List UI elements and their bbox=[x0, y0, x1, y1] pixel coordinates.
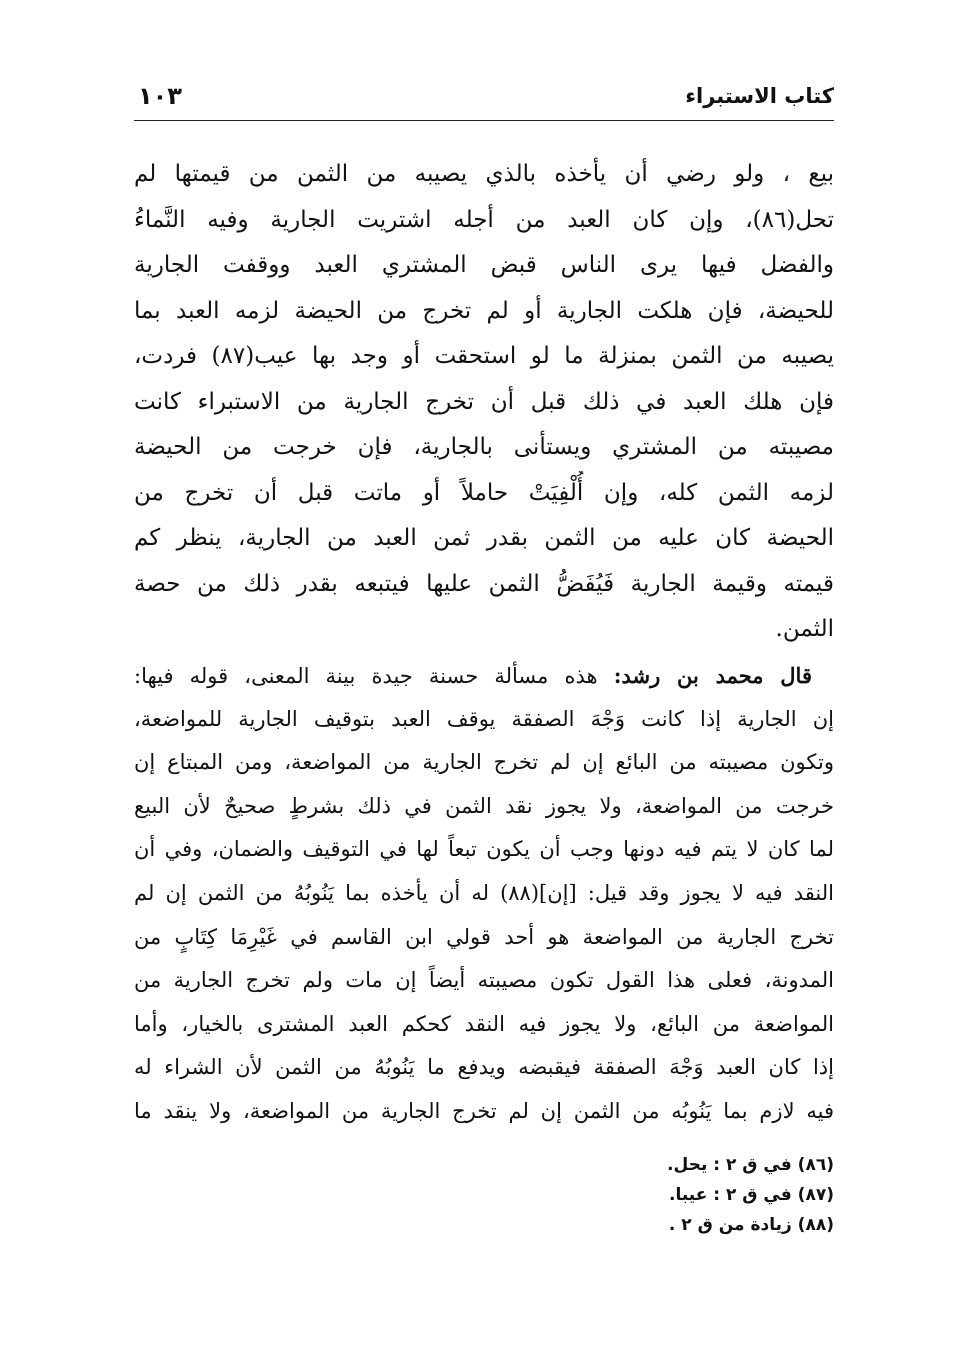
text-line: المدونة، فعلى هذا القول تكون مصيبته أيضاً إن مات ولم تخرج الجارية من bbox=[134, 968, 834, 993]
footnote: (٨٧) في ق ٢ : عيبا. bbox=[669, 1185, 834, 1205]
opening-text: هذه مسألة حسنة جيدة بينة المعنى، قوله فيها: bbox=[134, 664, 598, 688]
text-line: تخرج الجارية من المواضعة هو أحد قولي ابن القاسم في غَيْرِمَا كِتَابٍ من bbox=[134, 924, 834, 949]
text-line: قيمته وقيمة الجارية فَيُفَضُّ الثمن عليها فيتبعه بقدر ذلك من حصة bbox=[134, 570, 834, 597]
page-number: ١٠٣ bbox=[138, 82, 182, 110]
text-line: المواضعة من البائع، ولا يجوز فيه النقد كحكم العبد المشترى بالخيار، وأما bbox=[134, 1011, 834, 1036]
text-line: فيه لازم بما يَنُوبُه من الثمن إن لم تخرج الجارية من المواضعة، ولا ينقد ما bbox=[134, 1098, 834, 1123]
text-line: خرجت من المواضعة، ولا يجوز نقد الثمن في ذلك بشرطٍ صحيحٌ لأن البيع bbox=[134, 793, 834, 818]
speaker-name: قال محمد بن رشد: bbox=[613, 663, 812, 688]
text-line: تحل(٨٦)، وإن كان العبد من أجله اشتريت الجارية وفيه النَّماءُ bbox=[134, 206, 834, 233]
text-line: للحيضة، فإن هلكت الجارية أو لم تخرج من الحيضة لزمه العبد بما bbox=[134, 297, 834, 324]
text-line: والفضل فيها يرى الناس قبض المشتري العبد ووقفت الجارية bbox=[134, 252, 834, 278]
text-line: بيع ، ولو رضي أن يأخذه بالذي يصيبه من الثمن من قيمتها لم bbox=[134, 161, 834, 187]
header-rule bbox=[134, 120, 834, 121]
text-line: إن الجارية إذا كانت وَجْهَ الصفقة يوقف العبد بتوقيف الجارية للمواضعة، bbox=[134, 706, 834, 731]
footnotes bbox=[667, 1150, 834, 1240]
text-line: يصيبه من الثمن بمنزلة ما لو استحقت أو وجد بها عيب(٨٧) فردت، bbox=[134, 343, 834, 369]
text-line: النقد فيه لا يجوز وقد قيل: [إن](٨٨) له أن يأخذه بما يَنُوبُهُ من الثمن إن لم bbox=[134, 880, 834, 905]
text-line: فإن هلك العبد في ذلك قبل أن تخرج الجارية من الاستبراء كانت bbox=[134, 388, 834, 415]
text-line: وتكون مصيبته من البائع إن لم تخرج الجارية من المواضعة، ومن المبتاع إن bbox=[134, 750, 834, 775]
footnote: (٨٨) زيادة من ق ٢ . bbox=[668, 1215, 834, 1235]
text-line: الحيضة كان عليه من الثمن بقدر ثمن العبد من الجارية، ينظر كم bbox=[134, 525, 834, 551]
footnote: (٨٦) في ق ٢ : يحل. bbox=[667, 1155, 834, 1175]
text-line: إذا كان العبد وَجْهَ الصفقة فيقبضه ويدفع ما يَنُوبُهُ من الثمن لأن الشراء له bbox=[134, 1055, 834, 1080]
paragraph-2 bbox=[134, 654, 834, 1134]
text-line: لما كان لا يتم فيه دونها وجب أن يكون تبعاً لها في التوقيف والضمان، وفي أن bbox=[134, 837, 834, 862]
text-line: لزمه الثمن كله، وإن أُلْفِيَتْ حاملاً أو ماتت قبل أن تخرج من bbox=[134, 479, 834, 506]
text-line: الثمن. bbox=[775, 616, 834, 642]
chapter-title: كتاب الاستبراء bbox=[685, 84, 834, 108]
running-header bbox=[134, 78, 834, 118]
text-line-opening bbox=[134, 654, 834, 698]
text-line: مصيبته من المشتري ويستأنى بالجارية، فإن خرجت من الحيضة bbox=[134, 434, 834, 460]
paragraph-1 bbox=[134, 152, 834, 653]
